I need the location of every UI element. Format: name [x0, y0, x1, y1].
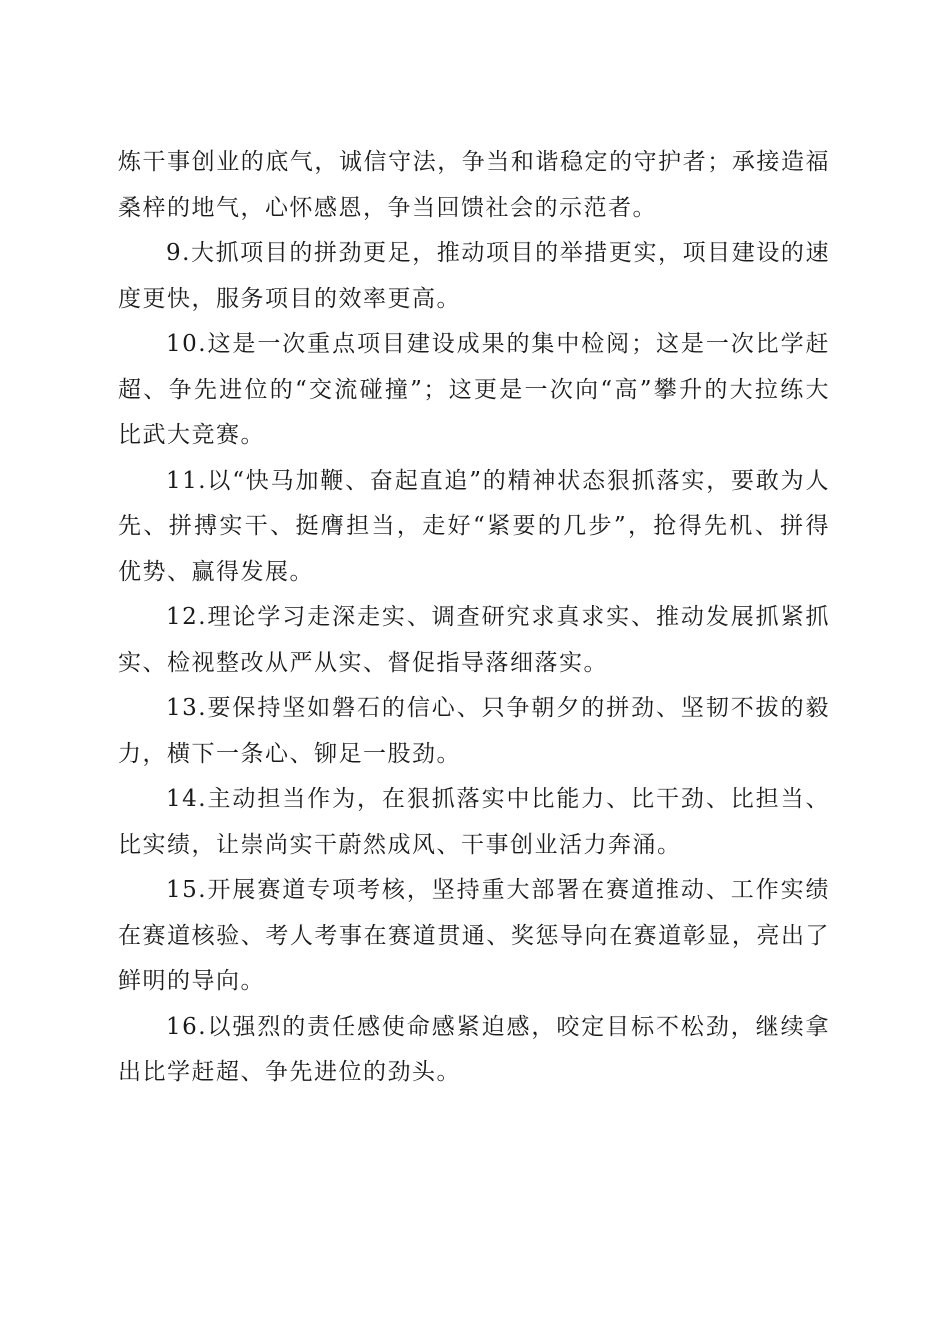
paragraph-11: 11.以“快马加鞭、奋起直追”的精神状态狠抓落实，要敢为人先、拼搏实干、挺膺担当，走好“紧要的几步”，抢得先机、拼得优势、赢得发展。: [118, 467, 830, 585]
paragraph-14: 14.主动担当作为，在狠抓落实中比能力、比干劲、比担当、比实绩，让崇尚实干蔚然成风、干事创业活力奔涌。: [118, 786, 830, 858]
paragraph-10: 10.这是一次重点项目建设成果的集中检阅；这是一次比学赶超、争先进位的“交流碰撞”；这更是一次向“高”攀升的大拉练大比武大竞赛。: [118, 331, 830, 448]
paragraph-9: 9.大抓项目的拼劲更足，推动项目的举措更实，项目建设的速度更快，服务项目的效率更高。: [118, 240, 830, 312]
document-body: [118, 140, 830, 1096]
paragraph-8-continued: 炼干事创业的底气，诚信守法，争当和谐稳定的守护者；承接造福桑梓的地气，心怀感恩，争当回馈社会的示范者。: [118, 149, 830, 221]
paragraph-13: 13.要保持坚如磐石的信心、只争朝夕的拼劲、坚韧不拔的毅力，横下一条心、铆足一股劲。: [118, 695, 830, 767]
paragraph-12: 12.理论学习走深走实、调查研究求真求实、推动发展抓紧抓实、检视整改从严从实、督促指导落细落实。: [118, 604, 830, 676]
paragraph-15: 15.开展赛道专项考核，坚持重大部署在赛道推动、工作实绩在赛道核验、考人考事在赛道贯通、奖惩导向在赛道彰显，亮出了鲜明的导向。: [118, 877, 830, 994]
paragraph-16: 16.以强烈的责任感使命感紧迫感，咬定目标不松劲，继续拿出比学赶超、争先进位的劲头。: [118, 1013, 830, 1085]
